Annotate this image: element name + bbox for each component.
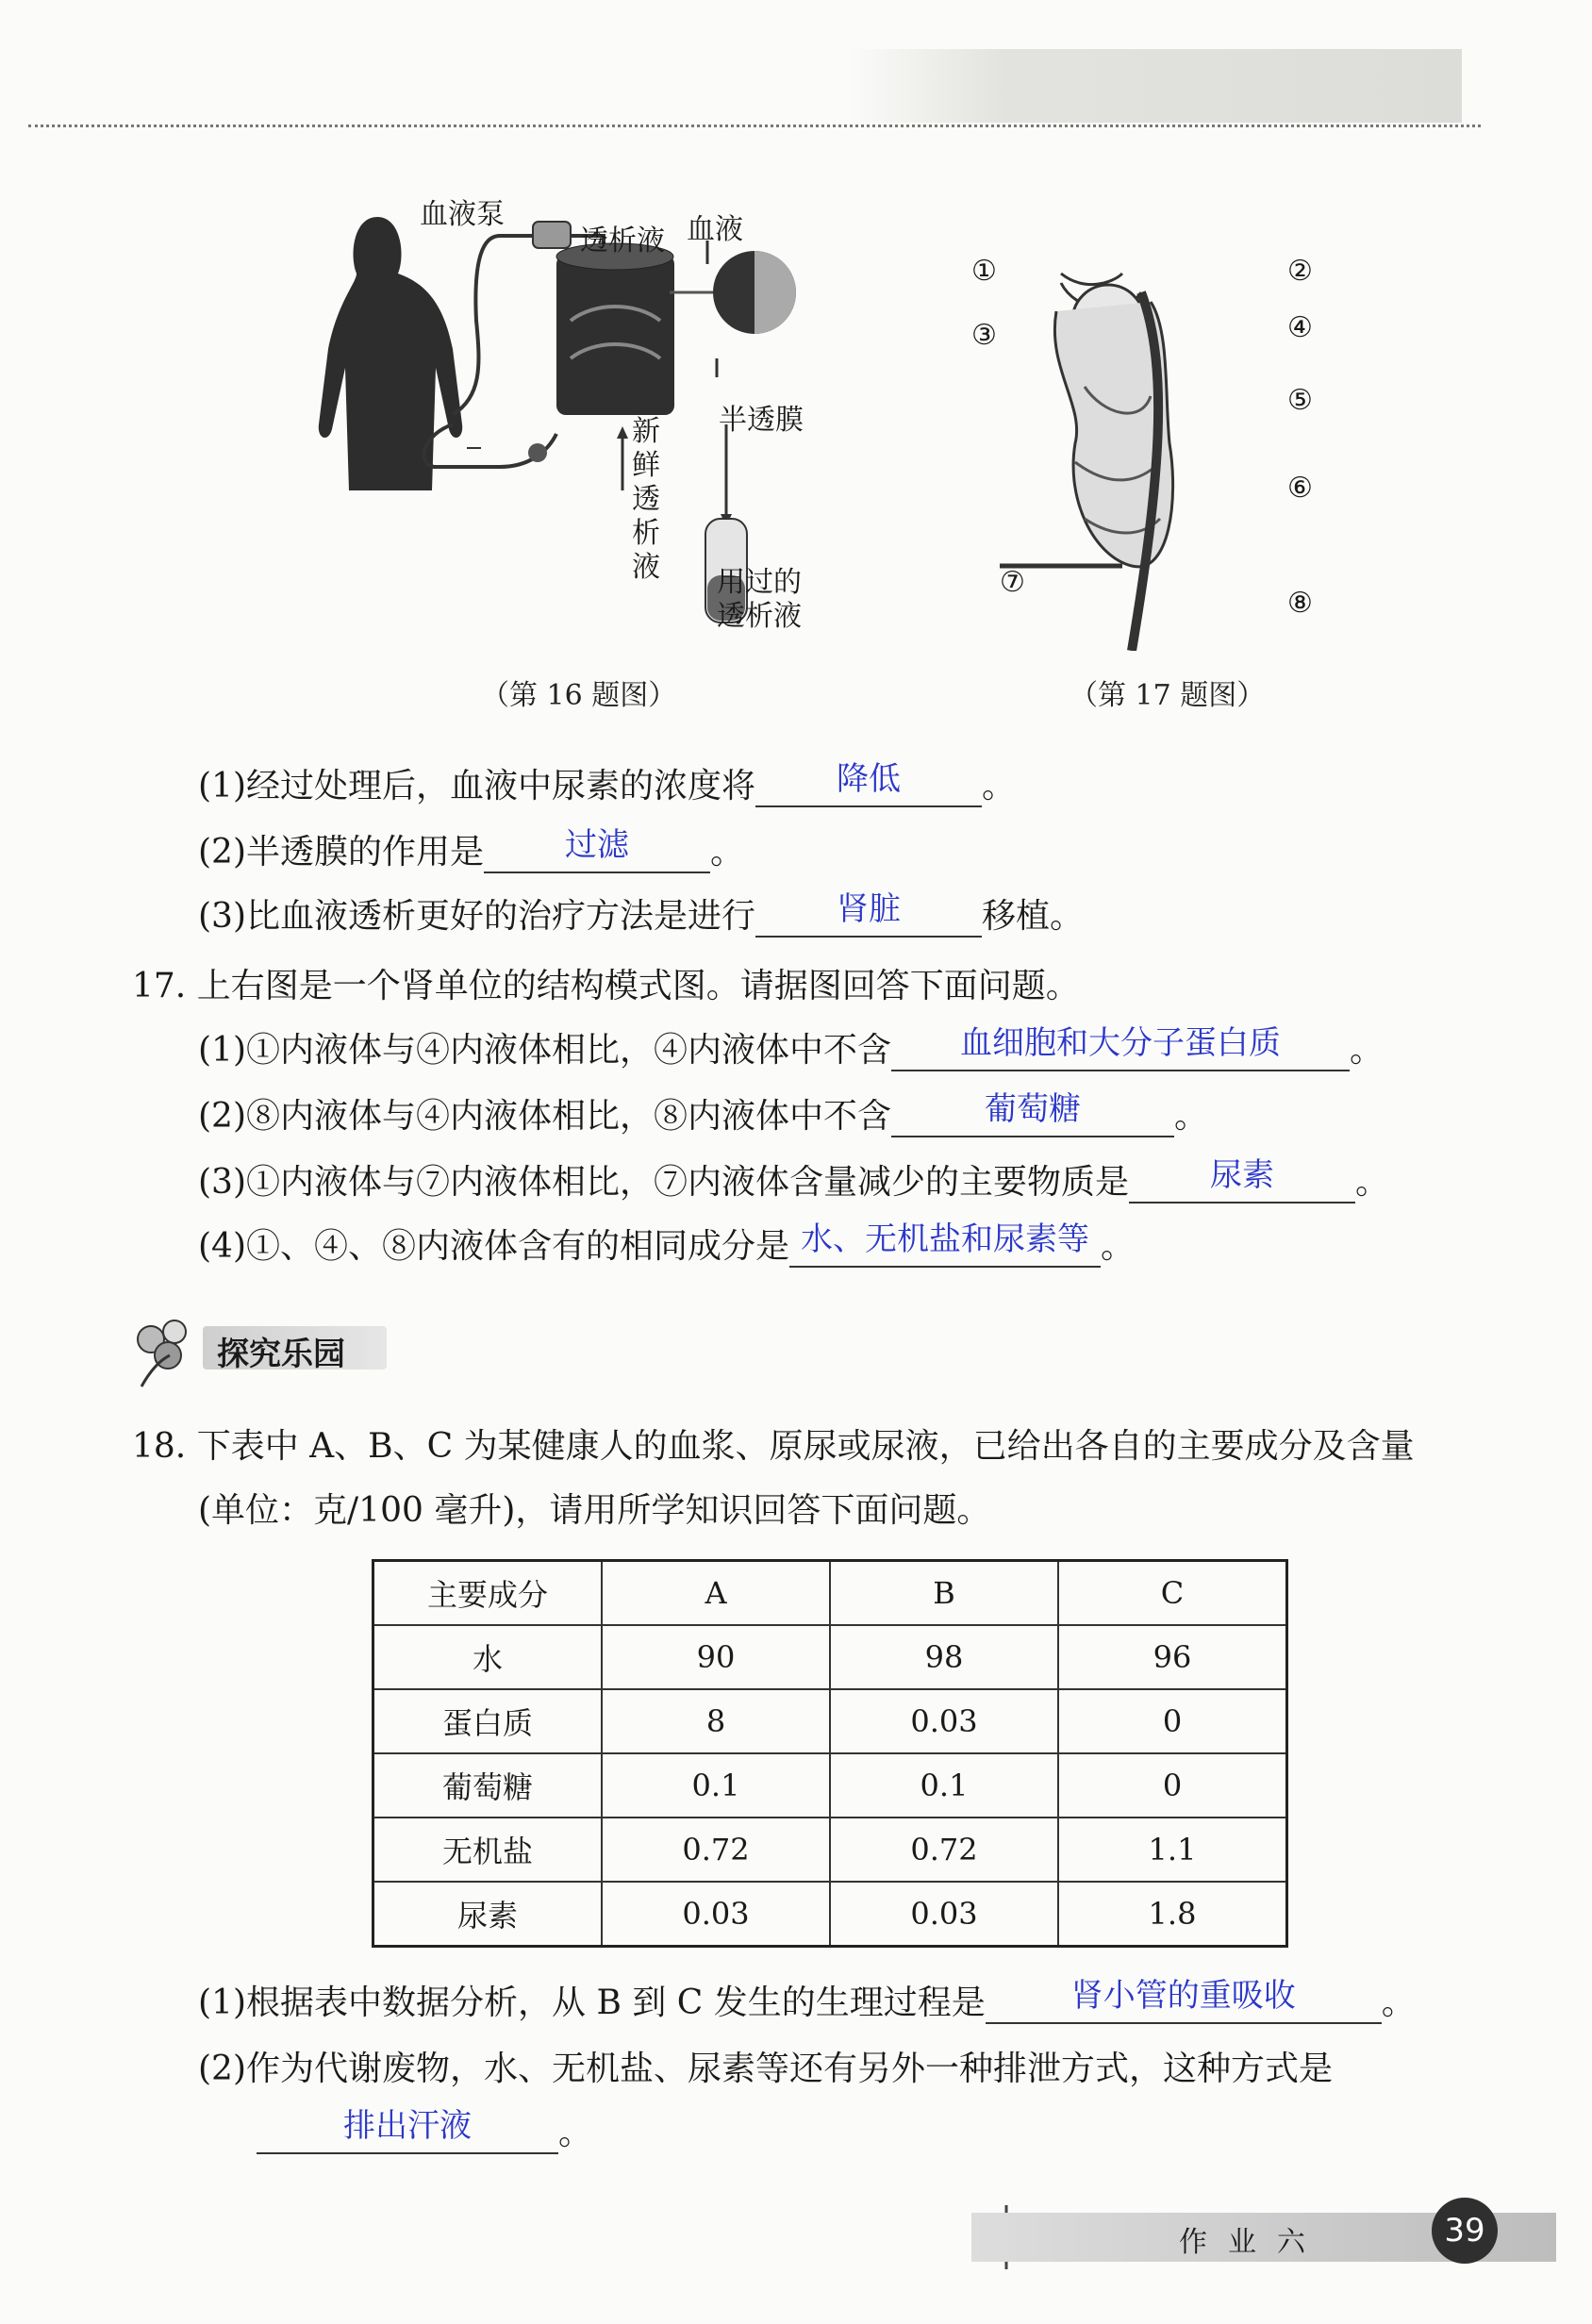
q16-2-answer: 过滤 bbox=[565, 826, 629, 864]
section-title: 探究乐园 bbox=[217, 1336, 345, 1373]
table-header-cell: 主要成分 bbox=[373, 1561, 603, 1626]
table-cell: 0.72 bbox=[602, 1818, 830, 1882]
q17-2-answer: 葡萄糖 bbox=[985, 1090, 1081, 1128]
tube-to-pump bbox=[453, 236, 533, 415]
section-banner bbox=[123, 1313, 406, 1379]
q18-stem-1: 18. 下表中 A、B、C 为某健康人的血浆、原尿或尿液，已给出各自的主要成分及含量 bbox=[132, 1427, 1415, 1466]
q17-3-answer: 尿素 bbox=[1210, 1156, 1274, 1194]
label-blood: 血液 bbox=[687, 213, 743, 246]
table-cell: 0.03 bbox=[602, 1882, 830, 1947]
q17-4-blank bbox=[789, 1220, 1101, 1268]
label-blood-pump: 血液泵 bbox=[420, 198, 505, 231]
table-cell: 0.72 bbox=[830, 1818, 1058, 1882]
q16-item-1: (1)经过处理后，血液中尿素的浓度将 降低 。 bbox=[198, 760, 1017, 805]
nephron-diagram bbox=[981, 255, 1339, 651]
caption-fig16: （第 16 题图） bbox=[481, 679, 677, 712]
table-cell: 98 bbox=[830, 1625, 1058, 1689]
table-cell: 0.03 bbox=[830, 1689, 1058, 1753]
q18-item-1: (1)根据表中数据分析，从 B 到 C 发生的生理过程是 肾小管的重吸收 。 bbox=[198, 1977, 1416, 2022]
table-cell: 葡萄糖 bbox=[373, 1753, 603, 1818]
table-cell: 1.8 bbox=[1058, 1882, 1287, 1947]
q17-item-3: (3)①内液体与⑦内液体相比，⑦内液体含量减少的主要物质是 尿素 。 bbox=[198, 1156, 1390, 1202]
table-header-cell: C bbox=[1058, 1561, 1287, 1626]
label-fresh-dialysate: 新 鲜 透 析 液 bbox=[632, 415, 660, 584]
q18-2-blank bbox=[257, 2107, 558, 2154]
table-cell: 尿素 bbox=[373, 1882, 603, 1947]
marker-1: ① bbox=[971, 255, 997, 288]
q16-3-answer: 肾脏 bbox=[837, 890, 901, 928]
table-row bbox=[373, 1753, 1287, 1818]
marker-2: ② bbox=[1287, 255, 1313, 288]
q16-3-blank bbox=[755, 890, 982, 938]
q17-item-4: (4)①、④、⑧内液体含有的相同成分是 水、无机盐和尿素等 。 bbox=[198, 1220, 1136, 1266]
blood-pump bbox=[533, 222, 571, 248]
q18-1-answer: 肾小管的重吸收 bbox=[1070, 1977, 1296, 2015]
marker-8: ⑧ bbox=[1287, 587, 1313, 620]
q17-item-2: (2)⑧内液体与④内液体相比，⑧内液体中不含 葡萄糖 。 bbox=[198, 1090, 1209, 1136]
table-row bbox=[373, 1625, 1287, 1689]
table-cell: 1.1 bbox=[1058, 1818, 1287, 1882]
q18-stem-2: (单位：克/100 毫升)，请用所学知识回答下面问题。 bbox=[198, 1491, 991, 1530]
table-cell: 蛋白质 bbox=[373, 1689, 603, 1753]
marker-5: ⑤ bbox=[1287, 384, 1313, 417]
figure-16-dialysis bbox=[311, 179, 839, 651]
q17-3-blank bbox=[1129, 1156, 1355, 1204]
table-cell: 0.1 bbox=[602, 1753, 830, 1818]
table-cell: 96 bbox=[1058, 1625, 1287, 1689]
table-row bbox=[373, 1818, 1287, 1882]
label-dialysate: 透析液 bbox=[580, 224, 665, 257]
table-row bbox=[373, 1689, 1287, 1753]
q17-2-blank bbox=[891, 1090, 1174, 1137]
marker-7: ⑦ bbox=[1000, 566, 1025, 599]
q18-item-2-answer-line: 排出汗液 。 bbox=[257, 2113, 592, 2154]
q17-4-answer: 水、无机盐和尿素等 bbox=[801, 1220, 1089, 1258]
q16-1-answer: 降低 bbox=[837, 760, 901, 798]
table-row bbox=[373, 1882, 1287, 1947]
table-header-cell: B bbox=[830, 1561, 1058, 1626]
q18-2-answer: 排出汗液 bbox=[343, 2107, 472, 2145]
table-cell: 0 bbox=[1058, 1753, 1287, 1818]
caption-fig17: （第 17 题图） bbox=[1070, 679, 1266, 712]
page-number: 39 bbox=[1432, 2198, 1498, 2264]
table-cell: 8 bbox=[602, 1689, 830, 1753]
marker-6: ⑥ bbox=[1287, 472, 1313, 505]
q18-item-2-text: (2)作为代谢废物，水、无机盐、尿素等还有另外一种排泄方式，这种方式是 bbox=[198, 2050, 1333, 2088]
table-cell: 90 bbox=[602, 1625, 830, 1689]
person-silhouette bbox=[319, 217, 462, 490]
q18-data-table bbox=[372, 1559, 1288, 1948]
q16-2-blank bbox=[484, 826, 710, 873]
q16-item-3: (3)比血液透析更好的治疗方法是进行 肾脏 移植。 bbox=[198, 890, 1085, 936]
dialyzer bbox=[556, 255, 674, 415]
table-cell: 无机盐 bbox=[373, 1818, 603, 1882]
marker-3: ③ bbox=[971, 319, 997, 352]
return-valve bbox=[528, 443, 547, 462]
table-header-row bbox=[373, 1561, 1287, 1626]
q17-1-blank bbox=[891, 1024, 1350, 1071]
q16-item-2: (2)半透膜的作用是 过滤 。 bbox=[198, 826, 745, 872]
q18-1-blank bbox=[986, 1977, 1382, 2024]
figure-17-nephron bbox=[971, 255, 1339, 651]
header-dotted-rule bbox=[28, 124, 1481, 127]
table-cell: 0 bbox=[1058, 1689, 1287, 1753]
footer-label: 作业六 bbox=[1179, 2226, 1326, 2259]
q17-item-1: (1)①内液体与④内液体相比，④内液体中不含 血细胞和大分子蛋白质 。 bbox=[198, 1024, 1385, 1070]
table-cell: 水 bbox=[373, 1625, 603, 1689]
table-cell: 0.03 bbox=[830, 1882, 1058, 1947]
label-membrane: 半透膜 bbox=[719, 404, 804, 437]
label-used-dialysate: 用过的 透析液 bbox=[717, 566, 802, 633]
marker-4: ④ bbox=[1287, 311, 1313, 344]
q17-stem: 17. 上右图是一个肾单位的结构模式图。请据图回答下面问题。 bbox=[132, 967, 1080, 1005]
header-band bbox=[849, 49, 1462, 123]
table-cell: 0.1 bbox=[830, 1753, 1058, 1818]
table-header-cell: A bbox=[602, 1561, 830, 1626]
q16-1-blank bbox=[755, 760, 982, 807]
q17-1-answer: 血细胞和大分子蛋白质 bbox=[960, 1024, 1281, 1062]
